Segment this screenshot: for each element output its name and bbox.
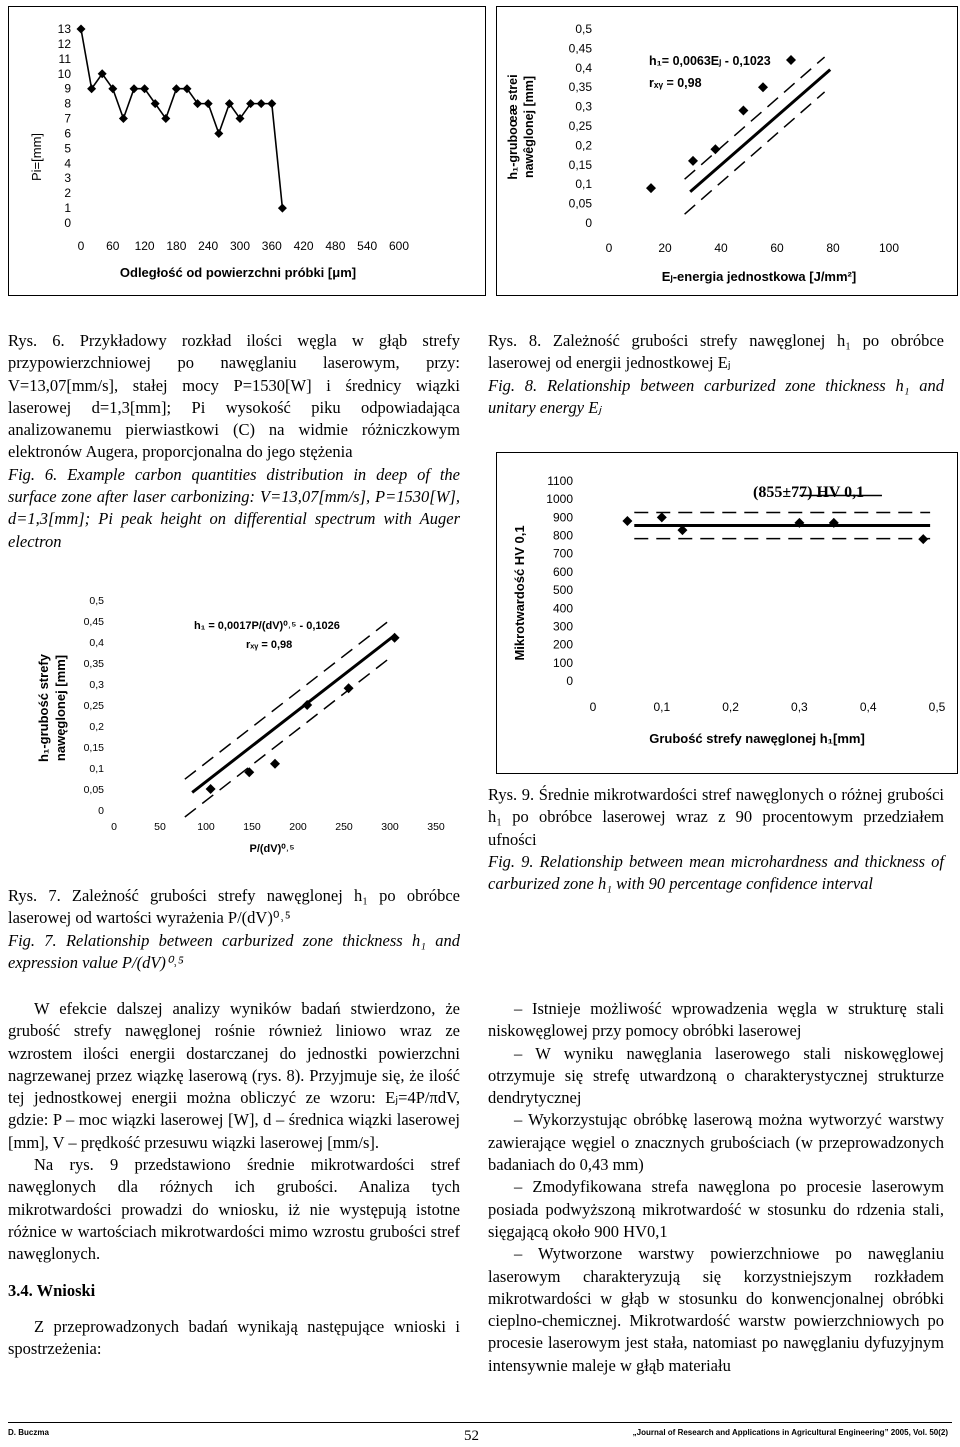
fig8-data-point [738, 105, 748, 115]
fig7-caption [8, 885, 460, 974]
body-paragraph-2: Na rys. 9 przedstawiono średnie mikrotwardości stref nawęglonych dla różnych ich grubości. Analiza tych mikrotwardości prowadzi do wniosku, iż nie występują istotne różnice w wartościach mikrotwardości mimo wzrostu grubości stref nawęglonych. [8, 1155, 460, 1264]
fig8-ytick-label: 0,4 [575, 60, 592, 75]
fig8-xlabel: Eⱼ-energia jednostkowa [J/mm²] [661, 269, 857, 284]
fig9-ytick-label: 500 [552, 583, 573, 598]
body-left-column [8, 998, 460, 1360]
fig8-data-point [786, 55, 796, 65]
fig8-caption [488, 330, 944, 419]
fig7-xtick-label: 200 [289, 821, 307, 833]
fig8-chart-svg [497, 7, 957, 295]
fig9-caption [488, 784, 944, 895]
fig6-data-point [77, 25, 86, 34]
fig6-xtick-label: 300 [229, 239, 251, 253]
footer-author: D. Buczma [8, 1428, 49, 1437]
fig6-ytick-label: 8 [64, 96, 71, 111]
fig6-series-line [81, 29, 282, 208]
fig8-ytick-label: 0,5 [575, 22, 592, 36]
conclusion-item: – W wyniku nawęglania laserowego stali niskowęglowej otrzymuje się strefę utwardzoną o charakterystycznej strukturze dendrytycznej [488, 1043, 944, 1108]
fig8-caption-en: Fig. 8. Relationship between carburized zone thickness h₁ and unitary energy Eⱼ [488, 375, 944, 417]
fig7-ytick-label: 0,35 [83, 658, 104, 670]
fig6-ytick-label: 1 [64, 201, 71, 216]
fig9-chart-svg [497, 453, 957, 773]
fig7-lower-bound [185, 660, 387, 817]
fig7-equation: h₁ = 0,0017P/(dV)⁰˒⁵ - 0,1026 [194, 620, 340, 632]
fig9-chart [496, 452, 958, 774]
fig9-ytick-label: 0 [566, 674, 573, 688]
fig9-ytick-label: 200 [552, 637, 573, 652]
fig8-ytick-label: 0,35 [568, 80, 592, 95]
fig6-xlabel: Odległość od powierzchni próbki [μm] [119, 265, 357, 280]
fig7-data-point [390, 633, 400, 643]
fig6-xtick-label: 120 [134, 239, 155, 253]
fig7-ytick-label: 0,45 [83, 616, 104, 628]
conclusion-item: – Wytworzone warstwy powierzchniowe po nawęglaniu laserowym charakteryzują się korzystniejszym rozkładem mikrotwardości w głąb w stosunku do konwencjonalnej obróbki cieplno-chemicznej. Mikrotwardość warstw powierzchniowych po procesie laserowym jest stała, natomiast po nawęglaniu dyfuzyjnym intensywnie maleje w głąb materiału [488, 1244, 944, 1375]
conclusion-item: – Istnieje możliwość wprowadzenia węgla w strukturę stali niskowęglowej przy pomocy obróbki laserowej [488, 999, 944, 1041]
fig6-chart-svg [9, 7, 485, 295]
fig8-xtick-label: 20 [658, 241, 672, 255]
fig7-ylabel-2: nawęglonej [mm] [53, 654, 68, 762]
fig8-data-point [688, 156, 698, 166]
fig8-ytick-label: 0,2 [575, 138, 592, 153]
fig7-caption-pl: Rys. 7. Zależność grubości strefy nawęglonej h₁ po obróbce laserowej od wartości wyrażenia P/(dV)⁰˒⁵ [8, 886, 460, 928]
fig8-ytick-label: 0,3 [575, 99, 592, 114]
fig8-ylabel-1: h₁-gruboœæ strei [506, 74, 520, 180]
fig9-xtick-label: 0,3 [791, 700, 808, 714]
fig9-xlabel: Grubość strefy nawęglonej h₁[mm] [649, 731, 865, 746]
fig6-ytick-label: 6 [64, 126, 71, 141]
fig7-xlabel: P/(dV)⁰˒⁵ [249, 843, 295, 855]
fig6-ytick-label: 3 [64, 171, 71, 186]
footer-rule [8, 1422, 952, 1423]
fig9-ytick-label: 700 [552, 546, 573, 561]
fig6-xtick-label: 360 [261, 239, 282, 253]
fig7-chart [8, 576, 456, 858]
section-heading: 3.4. Wnioski [8, 1280, 96, 1300]
fig6-data-point [119, 114, 128, 123]
fig9-xtick-label: 0,4 [859, 700, 877, 714]
fig9-ytick-label: 600 [552, 564, 573, 579]
footer-journal: „Journal of Research and Applications in Agricultural Engineering” 2005, Vol. 50(2) [632, 1428, 948, 1437]
fig8-xtick-label: 40 [714, 241, 728, 255]
fig7-r: rₓᵧ = 0,98 [246, 639, 293, 651]
fig7-ytick-label: 0,4 [89, 637, 104, 649]
fig6-xtick-label: 600 [388, 239, 410, 253]
fig9-data-point [622, 516, 632, 526]
fig8-equation: h₁= 0,0063Eⱼ - 0,1023 [649, 54, 771, 68]
fig9-annotation: (855±77) HV 0,1 [753, 484, 865, 501]
fig9-caption-en: Fig. 9. Relationship between mean microhardness and thickness of carburized zone h₁ with 90 percentage confidence interval [488, 851, 944, 894]
fig9-ytick-label: 400 [552, 601, 573, 616]
fig6-ytick-label: 11 [58, 51, 71, 66]
fig7-xtick-label: 100 [197, 821, 215, 833]
fig6-ytick-label: 2 [64, 186, 71, 201]
fig6-data-point [278, 204, 287, 213]
fig8-ytick-label: 0,25 [568, 119, 592, 133]
fig9-xtick-label: 0,5 [928, 700, 946, 714]
fig7-chart-svg [8, 576, 456, 858]
fig8-xtick-label: 0 [605, 241, 613, 255]
fig9-ytick-label: 900 [552, 510, 573, 525]
fig8-r: rₓᵧ = 0,98 [649, 76, 702, 90]
fig7-xtick-label: 250 [335, 821, 353, 833]
fig8-ylabel-2: nawêglonej [mm] [522, 75, 536, 179]
fig6-ytick-label: 7 [64, 111, 71, 126]
body-paragraph-3: Z przeprowadzonych badań wynikają następujące wnioski i spostrzeżenia: [8, 1316, 460, 1359]
fig7-xtick-label: 300 [381, 821, 399, 833]
fig6-ylabel: Pi=[mm] [29, 132, 44, 182]
fig7-xtick-label: 350 [427, 821, 445, 833]
fig8-xtick-label: 60 [770, 241, 784, 255]
fig9-ylabel: Mikrotwardość HV 0,1 [512, 525, 527, 661]
fig6-ytick-label: 9 [64, 81, 71, 96]
fig8-lower-bound [685, 92, 825, 214]
fig6-ytick-label: 13 [57, 22, 71, 36]
fig9-xtick-label: 0 [589, 700, 597, 714]
conclusions-list [488, 998, 944, 1377]
fig9-ytick-label: 300 [552, 619, 573, 634]
fig7-xtick-label: 50 [154, 821, 166, 833]
fig6-xtick-label: 480 [325, 239, 346, 253]
footer-page-number: 52 [464, 1428, 479, 1444]
fig7-data-point [270, 759, 280, 769]
fig6-caption-pl: Rys. 6. Przykładowy rozkład ilości węgla w głąb strefy przypowierzchniowej po nawęglaniu laserowym, przy: V=13,07[mm/s], stałej mocy P=1530[W] i średnicy wiązki laserowej d=1,3[mm]; Pi wysokość piku odpowiadająca analizowanemu pierwiastkowi (C) na widmie różniczkowym elektronów Augera, proporcjonalna do jego stężenia [8, 331, 460, 462]
fig6-xtick-label: 60 [106, 239, 120, 253]
fig8-chart [496, 6, 958, 296]
fig6-ytick-label: 5 [64, 141, 71, 156]
fig8-ytick-label: 0,05 [568, 196, 592, 211]
fig8-ytick-label: 0,1 [575, 177, 592, 192]
fig9-data-point [657, 512, 667, 522]
fig9-ytick-label: 100 [552, 655, 573, 670]
fig7-ytick-label: 0,15 [83, 742, 104, 754]
fig7-caption-en: Fig. 7. Relationship between carburized zone thickness h₁ and expression value P/(dV)⁰˒⁵ [8, 930, 460, 972]
fig9-data-point [918, 534, 928, 544]
fig8-ytick-label: 0 [585, 216, 592, 230]
fig9-ytick-label: 800 [552, 528, 573, 543]
fig6-caption-en: Fig. 6. Example carbon quantities distribution in deep of the surface zone after laser carbonizing: V=13,07[mm/s], P=1530[W], d=1,3[mm]; Pi peak height on differential spectrum with Auger electron [8, 464, 460, 551]
fig8-ytick-label: 0,45 [568, 41, 592, 56]
fig6-data-point [204, 99, 213, 108]
fig7-fit-line [192, 635, 394, 792]
fig7-ytick-label: 0,05 [83, 784, 104, 796]
fig7-ytick-label: 0,1 [89, 763, 104, 775]
fig6-ytick-label: 0 [64, 216, 71, 230]
body-paragraph-1: W efekcie dalszej analizy wyników badań stwierdzono, że grubość strefy nawęglonej rośnie również liniowo wraz ze wzrostem ilości energii dostarczanej do jednostki powierzchni nagrzewanej przez wiązkę laserową (rys. 8). Przyjmuje się, że ilość tej jednostkowej energii można obliczyć ze wzoru: Eⱼ=4P/πdV, gdzie: P – moc wiązki laserowej [W], d – średnica wiązki laserowej [mm], V – prędkość przesuwu wiązki laserowej [mm/s]. [8, 999, 460, 1152]
fig6-data-point [130, 84, 139, 93]
fig6-xtick-label: 420 [293, 239, 314, 253]
fig6-caption [8, 330, 460, 553]
conclusion-item: – Wykorzystując obróbkę laserową można wytworzyć warstwy zawierające węgiel o znacznych grubościach (w przeprowadzonych badaniach do 0,43 mm) [488, 1110, 944, 1175]
fig7-ylabel-1: h₁-grubość strefy [36, 654, 51, 762]
fig6-data-point [172, 84, 181, 93]
fig7-data-point [206, 784, 216, 794]
fig8-xtick-label: 80 [826, 241, 840, 255]
fig8-xtick-label: 100 [878, 241, 900, 255]
fig9-ytick-label: 1100 [547, 474, 573, 488]
fig8-data-point [646, 183, 656, 193]
fig6-data-point [267, 99, 276, 108]
fig7-xtick-label: 0 [111, 821, 117, 833]
fig7-xtick-label: 150 [243, 821, 261, 833]
fig8-ytick-label: 0,15 [568, 157, 592, 172]
fig9-caption-pl: Rys. 9. Średnie mikrotwardości stref nawęglonych o różnej grubości h₁ po obróbce laserowej wraz z 90 procentowym przedziałem ufności [488, 785, 944, 849]
fig6-ytick-label: 4 [64, 156, 71, 171]
fig8-upper-bound [685, 57, 825, 179]
fig9-xtick-label: 0,1 [653, 700, 671, 714]
fig6-ytick-label: 10 [57, 66, 71, 81]
fig8-data-point [758, 82, 768, 92]
fig7-ytick-label: 0 [98, 805, 104, 817]
conclusion-item: – Zmodyfikowana strefa nawęglona po procesie laserowym posiada podwyższoną mikrotwardość w stosunku do rdzenia stali, sięgającą około 900 HV0,1 [488, 1177, 944, 1241]
fig7-ytick-label: 0,3 [89, 679, 104, 691]
fig6-xtick-label: 180 [166, 239, 187, 253]
fig6-chart [8, 6, 486, 296]
fig9-xtick-label: 0,2 [722, 700, 739, 714]
fig6-data-point [257, 99, 266, 108]
fig6-xtick-label: 0 [77, 239, 85, 253]
fig6-ytick-label: 12 [57, 36, 71, 51]
fig7-ytick-label: 0,25 [83, 700, 104, 712]
fig6-xtick-label: 540 [357, 239, 378, 253]
fig8-caption-pl: Rys. 8. Zależność grubości strefy nawęglonej h₁ po obróbce laserowej od energii jednostkowej Eⱼ [488, 331, 944, 373]
fig7-ytick-label: 0,2 [89, 721, 104, 733]
fig6-data-point [214, 129, 223, 138]
fig6-xtick-label: 240 [198, 239, 219, 253]
fig7-data-point [244, 767, 254, 777]
fig9-ytick-label: 1000 [546, 492, 573, 507]
fig8-data-point [710, 144, 720, 154]
fig7-ytick-label: 0,5 [89, 595, 104, 607]
